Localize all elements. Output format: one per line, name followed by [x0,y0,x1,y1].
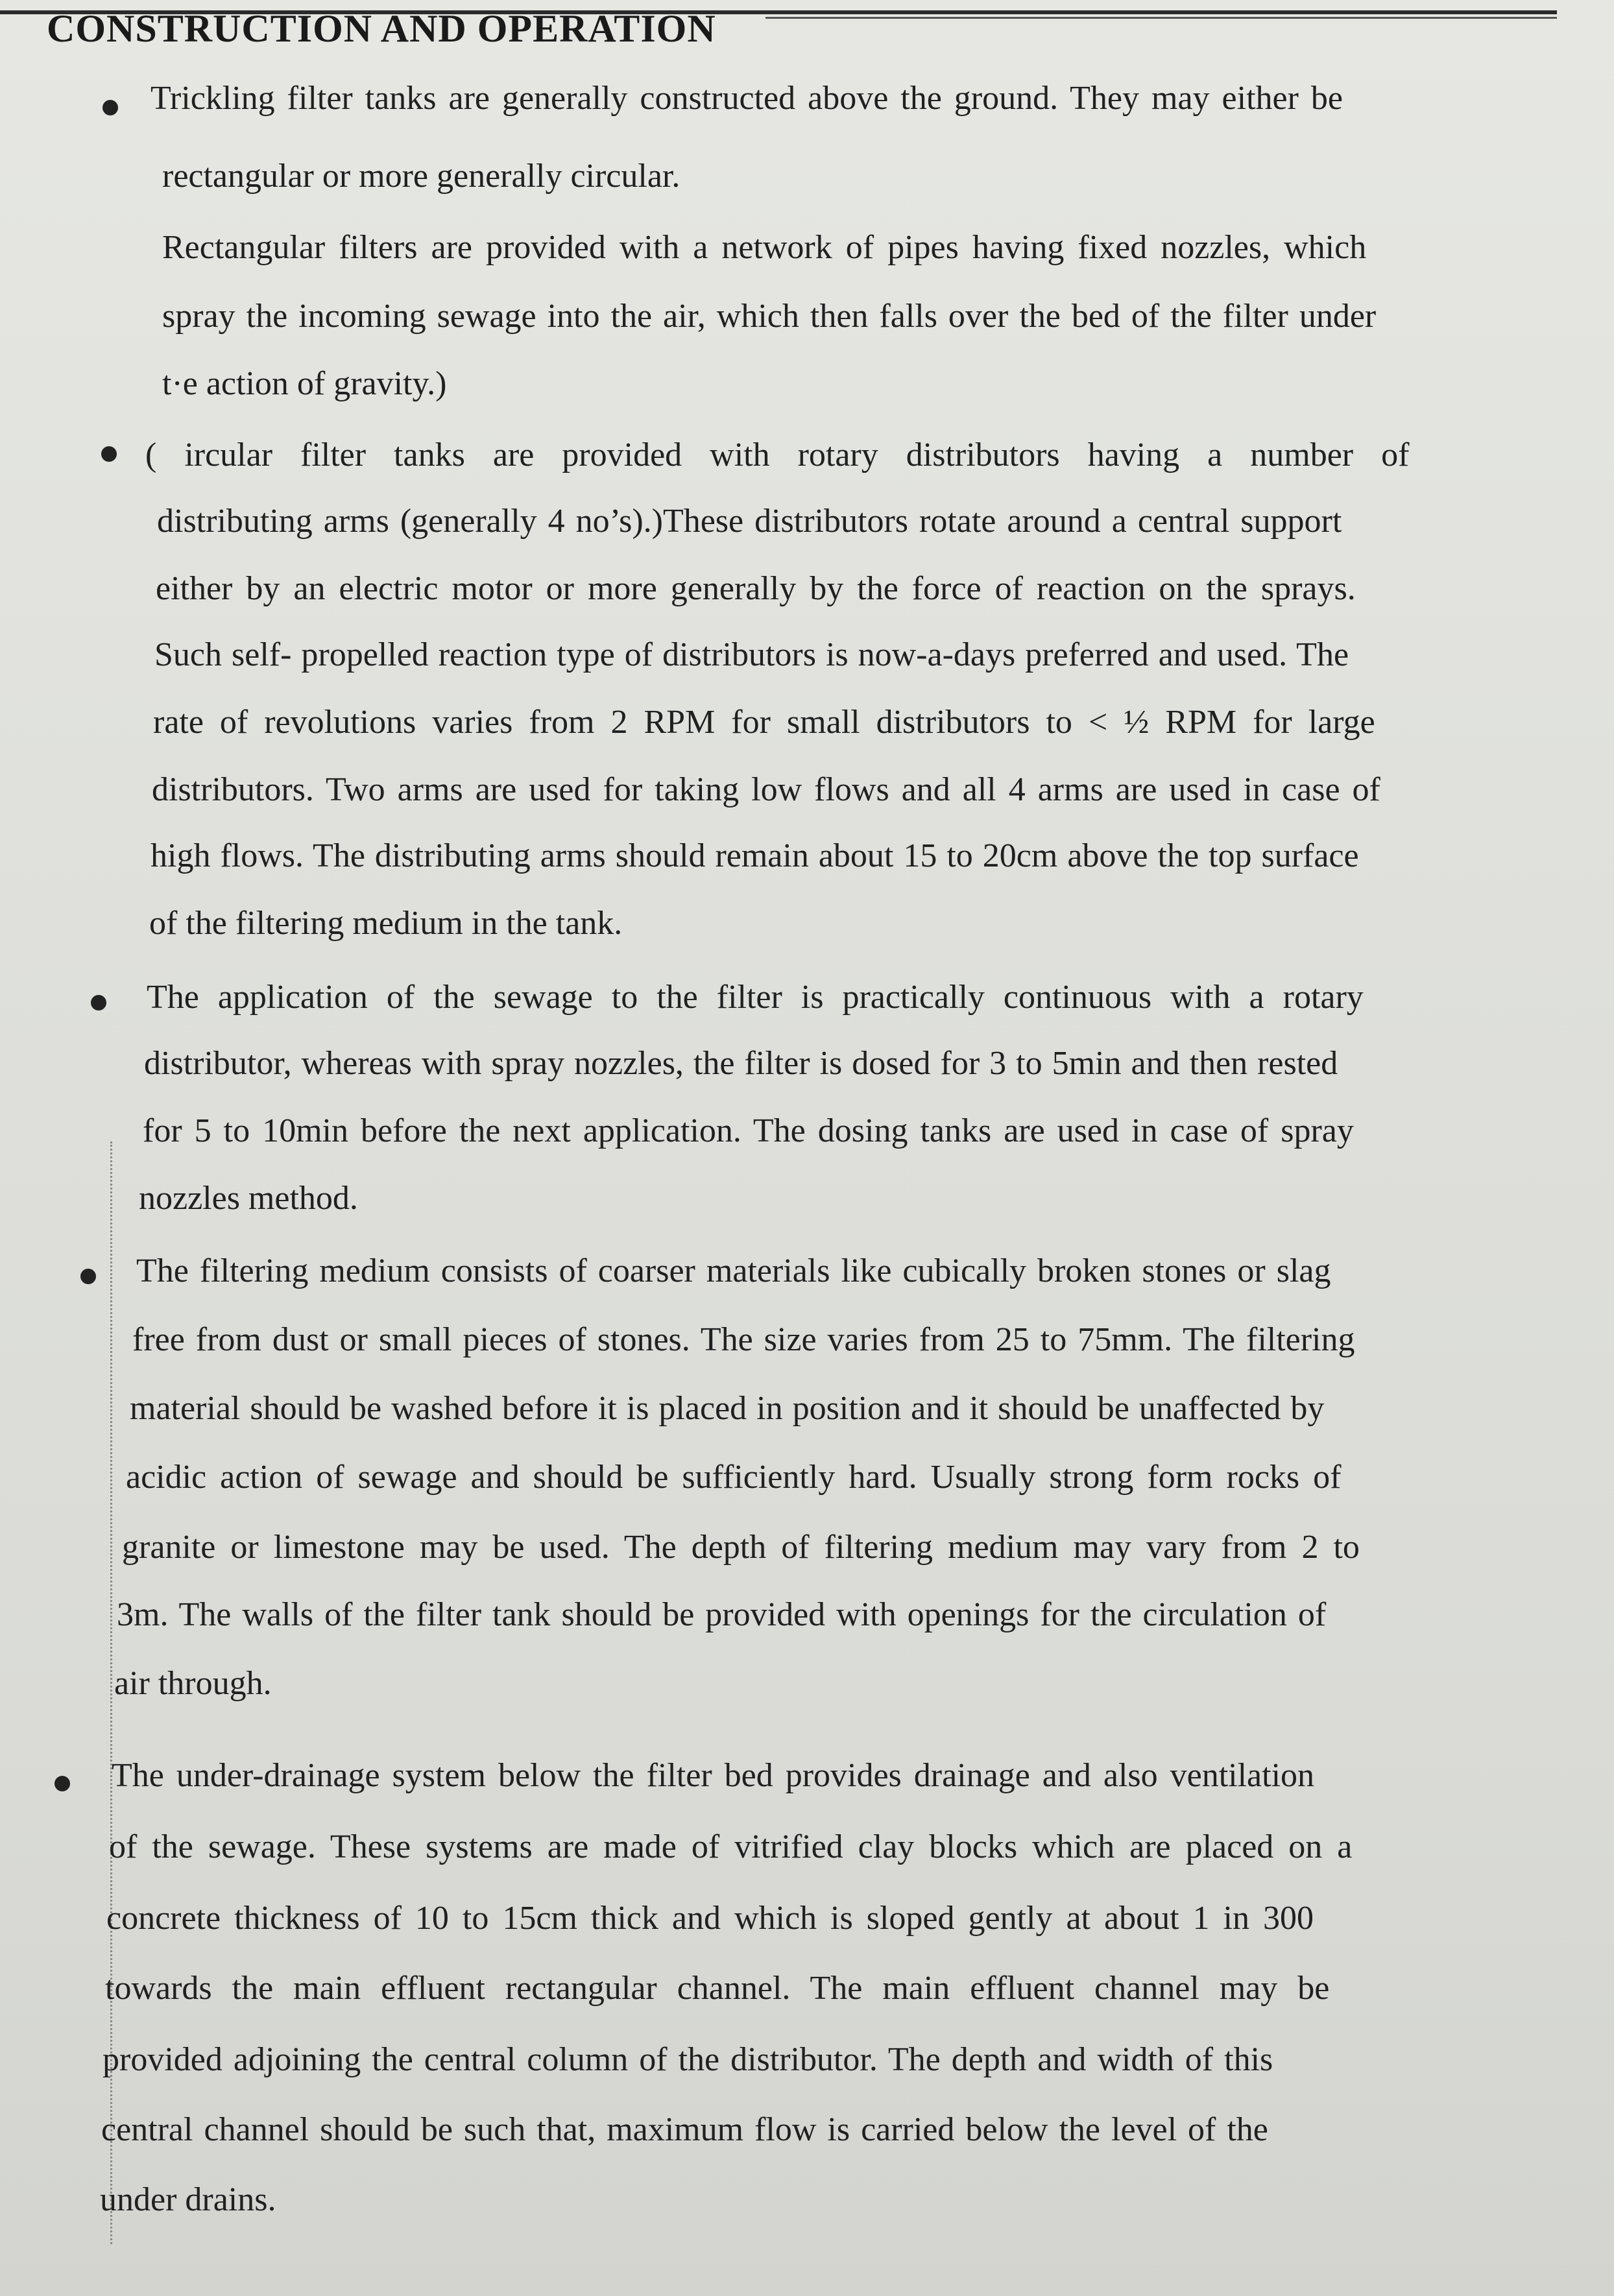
item-line: distributor, whereas with spray nozzles, the filter is dosed for 3 to 5min and then rested [144,1045,1338,1082]
item-line: The under-drainage system below the filter bed provides drainage and also ventilation [112,1757,1315,1794]
item-line: spray the incoming sewage into the air, which then falls over the bed of the filter under [162,298,1377,335]
item-line: ( ircular filter tanks are provided with rotary distributors having a number of [145,436,1410,473]
item-line: The filtering medium consists of coarser materials like cubically broken stones or slag [136,1252,1331,1289]
item-line: material should be washed before it is placed in position and it should be unaffected by [130,1390,1325,1427]
item-line: of the filtering medium in the tank. [149,905,623,942]
top-rule-secondary [765,17,1557,19]
item-line: Such self- propelled reaction type of distributors is now-a-days preferred and used. The [154,636,1349,673]
item-line: 3m. The walls of the filter tank should be provided with openings for the circulation of [117,1596,1327,1633]
item-line: towards the main effluent rectangular channel. The main effluent channel may be [105,1970,1330,2007]
item-line: distributing arms (generally 4 no’s).)These distributors rotate around a central support [157,503,1342,540]
item-line: of the sewage. These systems are made of vitrified clay blocks which are placed on a [109,1828,1353,1865]
item-line: distributors. Two arms are used for taking low flows and all 4 arms are used in case of [152,771,1380,808]
item-line: Trickling filter tanks are generally constructed above the ground. They may either be [151,80,1343,117]
item-line: free from dust or small pieces of stones. The size varies from 25 to 75mm. The filtering [132,1321,1355,1358]
item-line: rectangular or more generally circular. [162,158,681,195]
item-line: nozzles method. [139,1180,358,1217]
bullet-icon [101,446,117,462]
item-line: t·e action of gravity.) [162,365,447,402]
item-line: The application of the sewage to the filter is practically continuous with a rotary [147,979,1364,1016]
item-line: air through. [114,1665,272,1702]
section-heading: CONSTRUCTION AND OPERATION [47,7,716,50]
item-line: acidic action of sewage and should be sufficiently hard. Usually strong form rocks of [126,1459,1342,1496]
item-line: either by an electric motor or more generally by the force of reaction on the sprays. [156,570,1356,607]
item-line: central channel should be such that, maximum flow is carried below the level of the [101,2111,1268,2148]
item-line: Rectangular filters are provided with a network of pipes having fixed nozzles, which [162,229,1367,266]
bullet-icon [54,1776,70,1791]
item-line: rate of revolutions varies from 2 RPM for small distributors to < ½ RPM for large [153,704,1375,741]
bullet-icon [91,995,106,1010]
item-line: high flows. The distributing arms should remain about 15 to 20cm above the top surface [151,837,1359,874]
item-line: provided adjoining the central column of the distributor. The depth and width of this [102,2041,1273,2078]
margin-dots [110,1142,112,2244]
item-line: for 5 to 10min before the next application. The dosing tanks are used in case of spray [143,1112,1354,1149]
item-line: granite or limestone may be used. The depth of filtering medium may vary from 2 to [122,1529,1360,1566]
item-line: under drains. [100,2181,276,2218]
bullet-icon [80,1269,96,1284]
bullet-icon [102,100,118,115]
item-line: concrete thickness of 10 to 15cm thick and which is sloped gently at about 1 in 300 [106,1900,1314,1937]
